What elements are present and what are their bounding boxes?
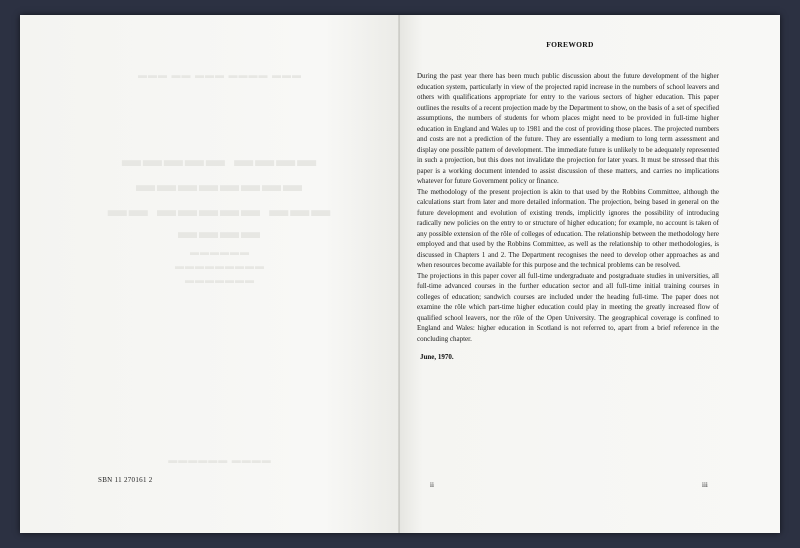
paragraph: The methodology of the present projection is akin to that used by the Robbins Committee, although the calculations start from later and more detailed information. The projection, being based in general on the future development and evolution of existing trends, implicitly ignores the possibility of introducing radically new policies on the entry to or structure of higher education; for example, no account is taken of any possible extension of the rôle of colleges of education. The relationship between the methodology here employed and that used by the Robbins Committee, as well as the relationship to other methodologies, is discussed in Chapters 1 and 2. The Department recognises the need to develop other approaches as and when resources become available for this purpose and the technical problems can be resolved. <box>417 187 719 269</box>
show-through-text: ▬▬▬▬▬▬▬ <box>185 275 255 285</box>
show-through-text: ▬▬▬▬▬▬ ▬▬▬▬ <box>168 455 272 465</box>
foreword-body <box>417 71 719 344</box>
foreword-date: June, 1970. <box>420 353 454 361</box>
page-number-iii: iii <box>702 481 708 489</box>
show-through-text: ▬▬ ▬▬▬▬▬ ▬▬▬ ▬▬▬▬ <box>107 200 333 243</box>
show-through-text: ▬▬▬▬▬▬▬▬ <box>136 175 304 196</box>
left-page <box>20 15 400 533</box>
foreword-heading: FOREWORD <box>546 40 594 49</box>
isbn-number: SBN 11 270161 2 <box>98 476 153 484</box>
show-through-text: ▬▬▬▬▬▬▬▬▬ <box>175 261 265 271</box>
show-through-text: ▬▬▬▬▬▬ <box>190 247 250 257</box>
show-through-text: ▬▬▬▬▬ ▬▬▬▬ <box>121 150 319 171</box>
page-number-ii: ii <box>430 481 434 489</box>
paragraph: During the past year there has been much public discussion about the future development of the higher education system, particularly in view of the projected rapid increase in the numbers of school leavers and others with qualifications appropriate for entry to the various sectors of higher education. This paper outlines the results of a recent projection made by the Department to show, on the basis of a set of specified assumptions, the numbers of students for whom places might need to be provided in full-time higher education in England and Wales up to 1981 and the cost of providing those places. The projected numbers and costs are not a prediction of the future. They are essentially a medium to long term assessment and display one possible pattern of development. The immediate future is unlikely to be adequately represented in such a projection, but this does not invalidate the projection for later years. It must be stressed that this paper is a working document intended to assist discussion of these matters, and carries no implications whatever for future Government policy or finance. <box>417 72 719 185</box>
paragraph: The projections in this paper cover all full-time undergraduate and postgraduate studies in universities, all full-time advanced courses in the further education sector and all full-time initial training courses in colleges of education; sandwich courses are included under the heading full-time. The paper does not examine the rôle which part-time higher education could play in meeting the greatly increased flow of qualified school leavers, nor the rôle of the Open University. The geographical coverage is confined to England and Wales: higher education in Scotland is not referred to, apart from a brief reference in the concluding chapter. <box>417 271 719 343</box>
show-through-text: ▬▬▬ ▬▬ ▬▬▬ ▬▬▬▬ ▬▬▬ <box>137 70 302 80</box>
